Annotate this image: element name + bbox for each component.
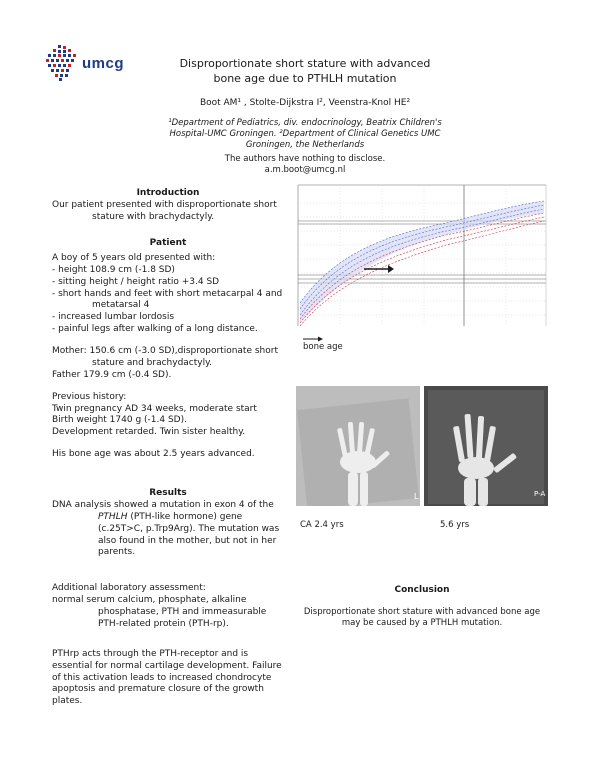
lab-text: normal serum calcium, phosphate, alkaline phosphatase, PTH and immeasurable PTH-related protein (PTH-rp). bbox=[52, 595, 267, 629]
history-item: Twin pregnancy AD 34 weeks, moderate start bbox=[52, 403, 257, 414]
poster-title bbox=[150, 57, 460, 87]
lab-label: Additional laboratory assessment: bbox=[52, 583, 206, 594]
patient-heading: Patient bbox=[149, 238, 187, 248]
patient-intro: A boy of 5 years old presented with: bbox=[52, 252, 216, 263]
history-item: Development retarded. Twin sister healthy. bbox=[52, 427, 246, 438]
conclusion-text: Disproportionate short stature with advanced bone age may be caused by a PTHLH mutation. bbox=[303, 607, 541, 629]
patient-item: - short hands and feet with short metacarpal 4 and metatarsal 4 bbox=[52, 288, 283, 311]
results-heading: Results bbox=[149, 488, 187, 498]
title-line-1: Disproportionate short stature with advanced bbox=[179, 57, 431, 70]
hand-xray-1 bbox=[296, 386, 420, 506]
authors: Boot AM¹ , Stolte-Dijkstra I², Veenstra-Knol HE² bbox=[199, 98, 411, 108]
patient-item: - painful legs after walking of a long distance. bbox=[52, 324, 258, 335]
conclusion-heading: Conclusion bbox=[394, 585, 450, 595]
pthrp-text: PTHrp acts through the PTH-receptor and is essential for normal cartilage development. Failure of this activation leads to increased chondrocyte apoptosis and premature closure of the growth plates. bbox=[52, 648, 282, 707]
dna-text-post: (PTH-like hormone) gene (c.25T>C, p.Trp9Arg). The mutation was also found in the mother, but not in her parents. bbox=[98, 511, 280, 558]
gene-name: PTHLH bbox=[98, 511, 128, 522]
father-info: Father 179.9 cm (-0.4 SD). bbox=[52, 369, 172, 380]
email: a.m.boot@umcg.nl bbox=[264, 165, 346, 176]
bone-age-arrow-icon bbox=[303, 335, 323, 341]
xray-marker-left: L bbox=[414, 492, 419, 501]
umcg-logo-text: umcg bbox=[82, 55, 125, 72]
dna-analysis bbox=[52, 500, 284, 559]
xray-marker-pa: P-A bbox=[534, 490, 546, 498]
umcg-logo-icon bbox=[44, 45, 78, 81]
patient-item: - increased lumbar lordosis bbox=[52, 312, 175, 323]
title-line-2: bone age due to PTHLH mutation bbox=[213, 71, 397, 85]
xray-1-caption: CA 2.4 yrs bbox=[300, 520, 344, 530]
disclosure-block bbox=[150, 154, 460, 176]
introduction-text: Our patient presented with disproportionate short stature with brachydactyly. bbox=[52, 199, 277, 222]
results-section bbox=[52, 488, 284, 708]
growth-chart bbox=[296, 183, 548, 328]
patient-item: - height 108.9 cm (-1.8 SD) bbox=[52, 264, 175, 275]
introduction-heading: Introduction bbox=[136, 188, 200, 198]
introduction-section bbox=[52, 188, 284, 224]
dna-text-pre: DNA analysis showed a mutation in exon 4 of the bbox=[52, 499, 274, 510]
disclosure: The authors have nothing to disclose. bbox=[224, 154, 386, 164]
patient-section bbox=[52, 238, 284, 461]
bone-age-statement: His bone age was about 2.5 years advanced. bbox=[52, 449, 255, 460]
patient-item: - sitting height / height ratio +3.4 SD bbox=[52, 276, 220, 287]
xray-2-caption: 5.6 yrs bbox=[440, 520, 470, 530]
mother-info: Mother: 150.6 cm (-3.0 SD),disproportionate short stature and brachydactyly. bbox=[52, 346, 278, 368]
history-item: Birth weight 1740 g (-1.4 SD). bbox=[52, 415, 187, 426]
hand-xray-2 bbox=[424, 386, 548, 506]
affiliations: ¹Department of Pediatrics, div. endocrinology, Beatrix Children's Hospital-UMC Groningen. ²Department of Clinical Genetics UMC Groningen, the Netherlands bbox=[168, 118, 442, 151]
bone-age-label: bone age bbox=[303, 342, 343, 352]
history-label: Previous history: bbox=[52, 391, 127, 402]
